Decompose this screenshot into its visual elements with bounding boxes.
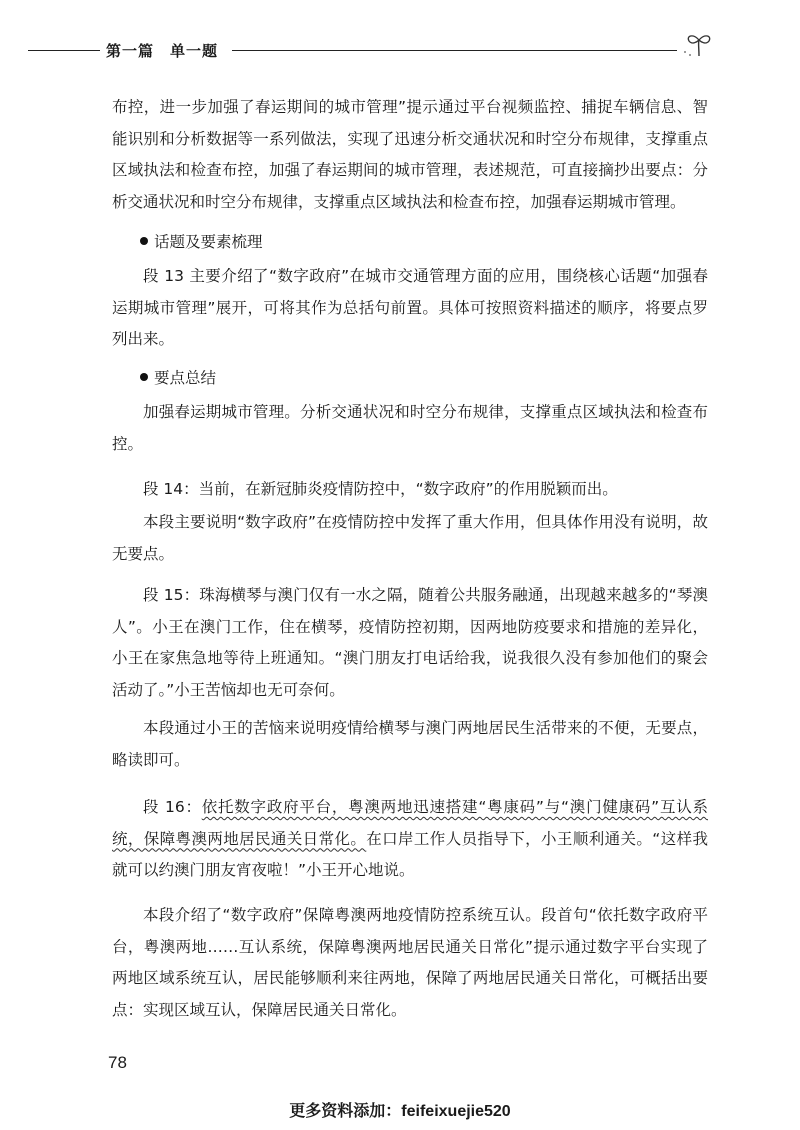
footer-contact-id: feifeixuejie520 <box>401 1103 511 1120</box>
footer-label: 更多资料添加： <box>289 1101 402 1120</box>
source-paragraph: 段 15：珠海横琴与澳门仅有一水之隔，随着公共服务融通，出现越来越多的“琴澳人”。小王在澳门工作，住在横琴，疫情防控初期，因两地防疫要求和措施的差异化，小王在家焦急地等待上班通知。“澳门朋友打电话给我，说我很久没有参加他们的聚会活动了。”小王苦恼却也无可奈何。 <box>112 586 708 699</box>
running-header-title: 第一篇 单一题 <box>106 42 219 60</box>
header-rule-left <box>28 50 100 51</box>
header-rule-right <box>232 50 677 51</box>
paragraph: 本段通过小王的苦恼来说明疫情给横琴与澳门两地居民生活带来的不便，无要点，略读即可。 <box>112 719 708 769</box>
paragraph: 加强春运期城市管理。分析交通状况和时空分布规律，支撑重点区域执法和检查布控。 <box>112 403 708 453</box>
paragraph-label: 段 16： <box>143 798 202 816</box>
underlined-key-sentence: 依托数字政府平台，粤澳两地迅速搭建“粤康码”与“澳门健康码”互认系统，保障粤澳两地居民通关日常化。 <box>112 798 708 848</box>
bullet-heading <box>140 366 216 390</box>
source-paragraph <box>112 792 708 887</box>
page-number: 78 <box>108 1053 127 1072</box>
bullet-heading <box>140 230 263 254</box>
bullet-dot-icon <box>140 237 148 245</box>
paragraph-text: 在口岸工作人员指导下，小王顺利通关。“这样我就可以约澳门朋友宵夜啦！”小王开心地说。 <box>112 829 708 880</box>
paragraph: 段 13 主要介绍了“数字政府”在城市交通管理方面的应用，围绕核心话题“加强春运期城市管理”展开，可将其作为总括句前置。具体可按照资料描述的顺序，将要点罗列出来。 <box>112 267 708 349</box>
sprout-ornament-icon <box>682 30 716 58</box>
bullet-dot-icon <box>140 373 148 381</box>
source-paragraph: 段 14：当前，在新冠肺炎疫情防控中，“数字政府”的作用脱颖而出。 <box>143 480 618 498</box>
paragraph-continuation: 布控，进一步加强了春运期间的城市管理”提示通过平台视频监控、捕捉车辆信息、智能识别和分析数据等一系列做法，实现了迅速分析交通状况和时空分布规律，支撑重点区域执法和检查布控，加强了春运期间的城市管理，表述规范，可直接摘抄出要点：分析交通状况和时空分布规律，支撑重点区域执法和检查布控，加强春运期城市管理。 <box>112 98 708 211</box>
footer-note <box>0 1098 800 1121</box>
paragraph: 本段介绍了“数字政府”保障粤澳两地疫情防控系统互认。段首句“依托数字政府平台，粤澳两地……互认系统，保障粤澳两地居民通关日常化”提示通过数字平台实现了两地区域系统互认，居民能够顺利来往两地，保障了两地居民通关日常化，可概括出要点：实现区域互认，保障居民通关日常化。 <box>112 906 708 1019</box>
bullet-heading-text: 要点总结 <box>154 369 217 387</box>
bullet-heading-text: 话题及要素梳理 <box>154 233 263 251</box>
paragraph: 本段主要说明“数字政府”在疫情防控中发挥了重大作用，但具体作用没有说明，故无要点。 <box>112 513 708 563</box>
